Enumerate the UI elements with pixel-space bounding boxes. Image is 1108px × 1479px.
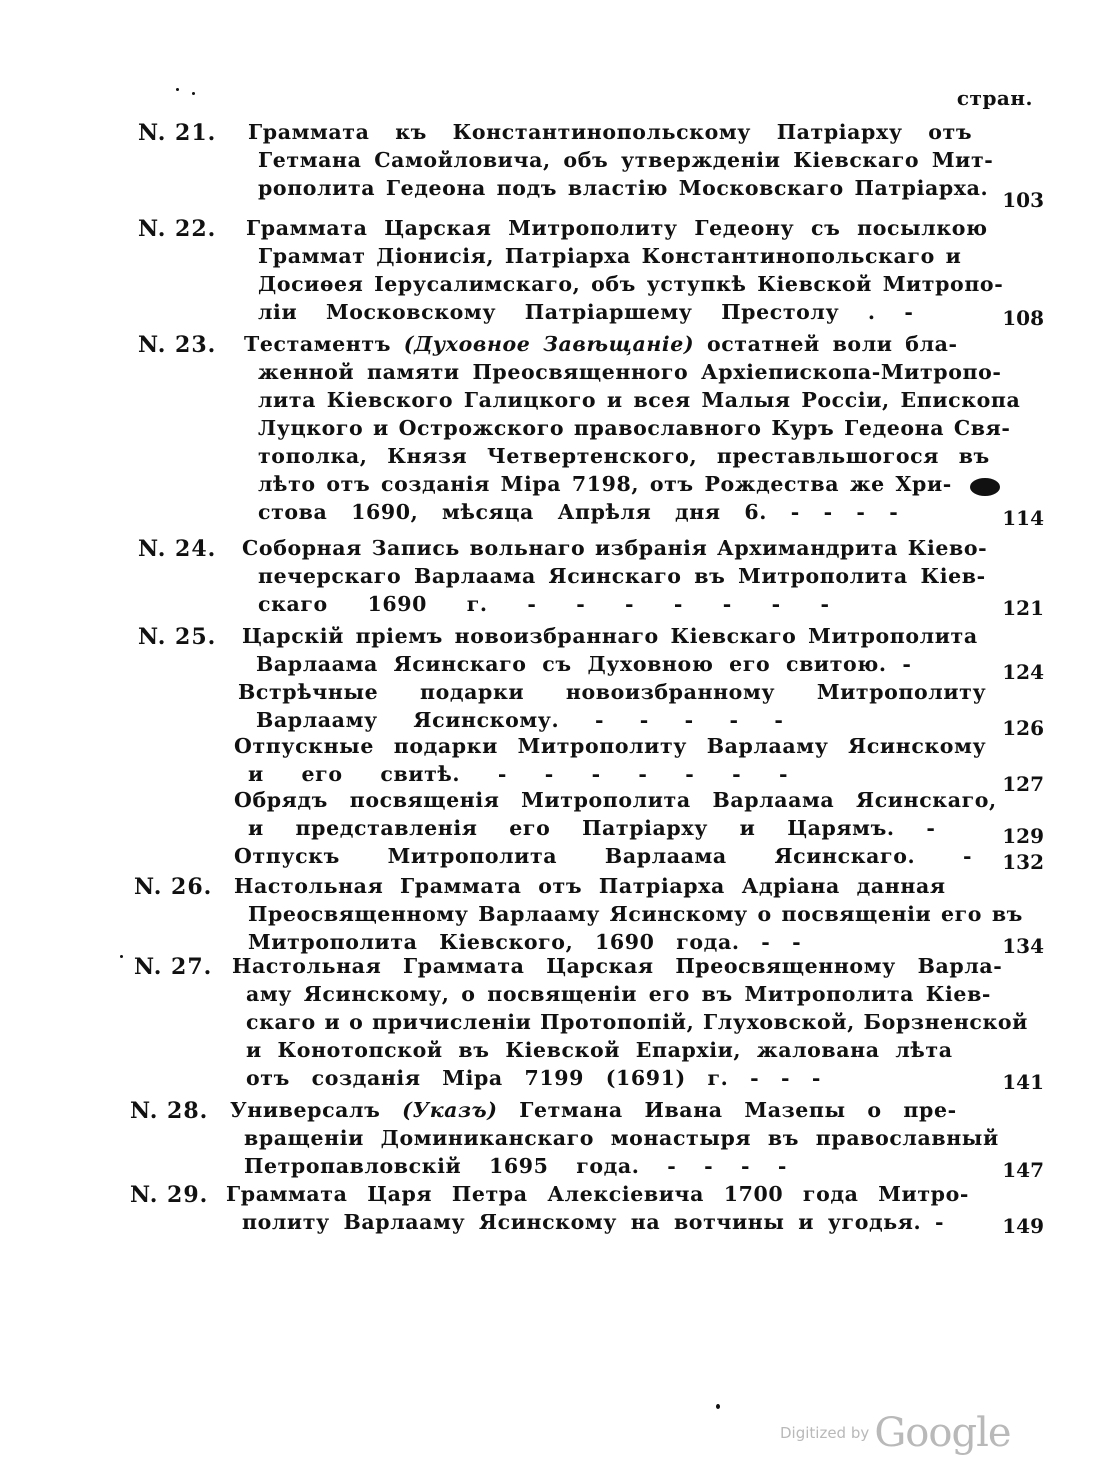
entry-line: Гетмана Самойловича, объ утвержденіи Кіевскаго Мит- [258, 148, 994, 172]
parenthetical-italic: (Духовное Завѣщаніе) [403, 332, 695, 356]
entry-line: Варлааму Ясинскому. - - - - - [256, 708, 784, 732]
entry-line: лѣто отъ созданія Міра 7198, отъ Рождества же Хри- [258, 472, 952, 496]
scan-speck [192, 92, 195, 95]
entry-line: политу Варлааму Ясинскому на вотчины и угодья. - [242, 1210, 945, 1234]
entry-line: Царскій пріемъ новоизбраннаго Кіевскаго Митрополита [242, 624, 978, 648]
entry-line: Граммата Царя Петра Алексіевича 1700 года Митро- [226, 1182, 969, 1206]
watermark-logo-text: Google [874, 1410, 1011, 1456]
entry-line: стова 1690, мѣсяца Апрѣля дня 6. - - - - [258, 500, 899, 524]
entry-number: N. 21. [138, 120, 217, 146]
entry-number: N. 25. [138, 624, 217, 650]
entry-line: Тестаментъ (Духовное Завѣщаніе) остатней воли бла- [244, 332, 958, 356]
page-number: 108 [1002, 306, 1044, 330]
entry-line: Досиѳея Іерусалимскаго, объ уступкѣ Кіевской Митропо- [258, 272, 1004, 296]
entry-line: аму Ясинскому, о посвященіи его въ Митрополита Кіев- [246, 982, 992, 1006]
page-number: 141 [1002, 1070, 1044, 1094]
entry-line: Луцкого и Острожского православного Кyръ Гедеона Свя- [258, 416, 1011, 440]
entry-number: N. 27. [134, 954, 213, 980]
entry-line: Отпускные подарки Митрополиту Варлааму Ясинскому [234, 734, 987, 758]
entry-line: и Конотопской въ Кіевской Епархіи, жалована лѣта [246, 1038, 953, 1062]
entry-line: Настольная Граммата Царская Преосвященному Варла- [232, 954, 1003, 978]
entry-line: Граммат Діонисія, Патріарха Константинопольскаго и [258, 244, 962, 268]
entry-line: скаго и о причисленіи Протопопій, Глуховской, Борзненской [246, 1010, 1028, 1034]
entry-line: ліи Московскому Патріаршему Престолу . - [258, 300, 914, 324]
page-column-header: стран. [956, 86, 1033, 110]
ink-blot [970, 478, 1000, 496]
page-number: 127 [1002, 772, 1044, 796]
entry-line: рополита Гедеона подъ властію Московскаго Патріарха. [258, 176, 989, 200]
page-number: 103 [1002, 188, 1044, 212]
page-number: 129 [1002, 824, 1044, 848]
scan-speck [120, 955, 123, 958]
page-number: 132 [1002, 850, 1044, 874]
entry-line: Граммата къ Константинопольскому Патріарху отъ [248, 120, 973, 144]
entry-number: N. 26. [134, 874, 213, 900]
entry-line: и его свитѣ. - - - - - - - [248, 762, 789, 786]
scan-speck [716, 1404, 720, 1409]
digitized-watermark [780, 1410, 1011, 1456]
entry-line: Соборная Запись вольнаго избранія Архимандрита Кіево- [242, 536, 988, 560]
entry-line: женной памяти Преосвященного Архіепископа-Митропо- [258, 360, 1002, 384]
watermark-small-text: Digitized by [780, 1424, 870, 1442]
page-number: 124 [1002, 660, 1044, 684]
entry-line: Встрѣчные подарки новоизбранному Митрополиту [238, 680, 987, 704]
entry-number: N. 23. [138, 332, 217, 358]
page-number: 149 [1002, 1214, 1044, 1238]
entry-line: скаго 1690 г. - - - - - - - [258, 592, 830, 616]
page-number: 126 [1002, 716, 1044, 740]
entry-line: Универсалъ (Указъ) Гетмана Ивана Мазепы о пре- [230, 1098, 957, 1122]
scan-speck [176, 88, 179, 91]
entry-line: Обрядъ посвященія Митрополита Варлаама Ясинскаго, [234, 788, 997, 812]
page-number: 134 [1002, 934, 1044, 958]
entry-number: N. 22. [138, 216, 217, 242]
entry-line: Петропавловскій 1695 года. - - - - [244, 1154, 787, 1178]
entry-line: Отпускъ Митрополита Варлаама Ясинскаго. - [234, 844, 973, 868]
page-number: 114 [1002, 506, 1044, 530]
parenthetical-italic: (Указъ) [402, 1098, 498, 1122]
entry-line: вращеніи Доминиканскаго монастыря въ православный [244, 1126, 999, 1150]
entry-line: Граммата Царская Митрополиту Гедеону съ посылкою [246, 216, 988, 240]
entry-line: Преосвященному Варлааму Ясинскому о посвященіи его въ [248, 902, 1023, 926]
entry-line: отъ созданія Міра 7199 (1691) г. - - - [246, 1066, 821, 1090]
entry-line: печерскаго Варлаама Ясинскаго въ Митрополита Кіев- [258, 564, 986, 588]
page-number: 121 [1002, 596, 1044, 620]
page-number: 147 [1002, 1158, 1044, 1182]
entry-line: Варлаама Ясинскаго съ Духовною его свитою. - [256, 652, 912, 676]
entry-line: Митрополита Кіевского, 1690 года. - - [248, 930, 802, 954]
entry-line: Настольная Граммата отъ Патріарха Адріана данная [234, 874, 946, 898]
entry-number: N. 28. [130, 1098, 209, 1124]
entry-number: N. 29. [130, 1182, 209, 1208]
entry-line: тополка, Князя Четвертенского, преставльшогося въ [258, 444, 990, 468]
entry-line: и представленія его Патріарху и Царямъ. - [248, 816, 936, 840]
entry-line: лита Кіевского Галицкого и всея Малыя Россіи, Епископа [258, 388, 1021, 412]
entry-number: N. 24. [138, 536, 217, 562]
